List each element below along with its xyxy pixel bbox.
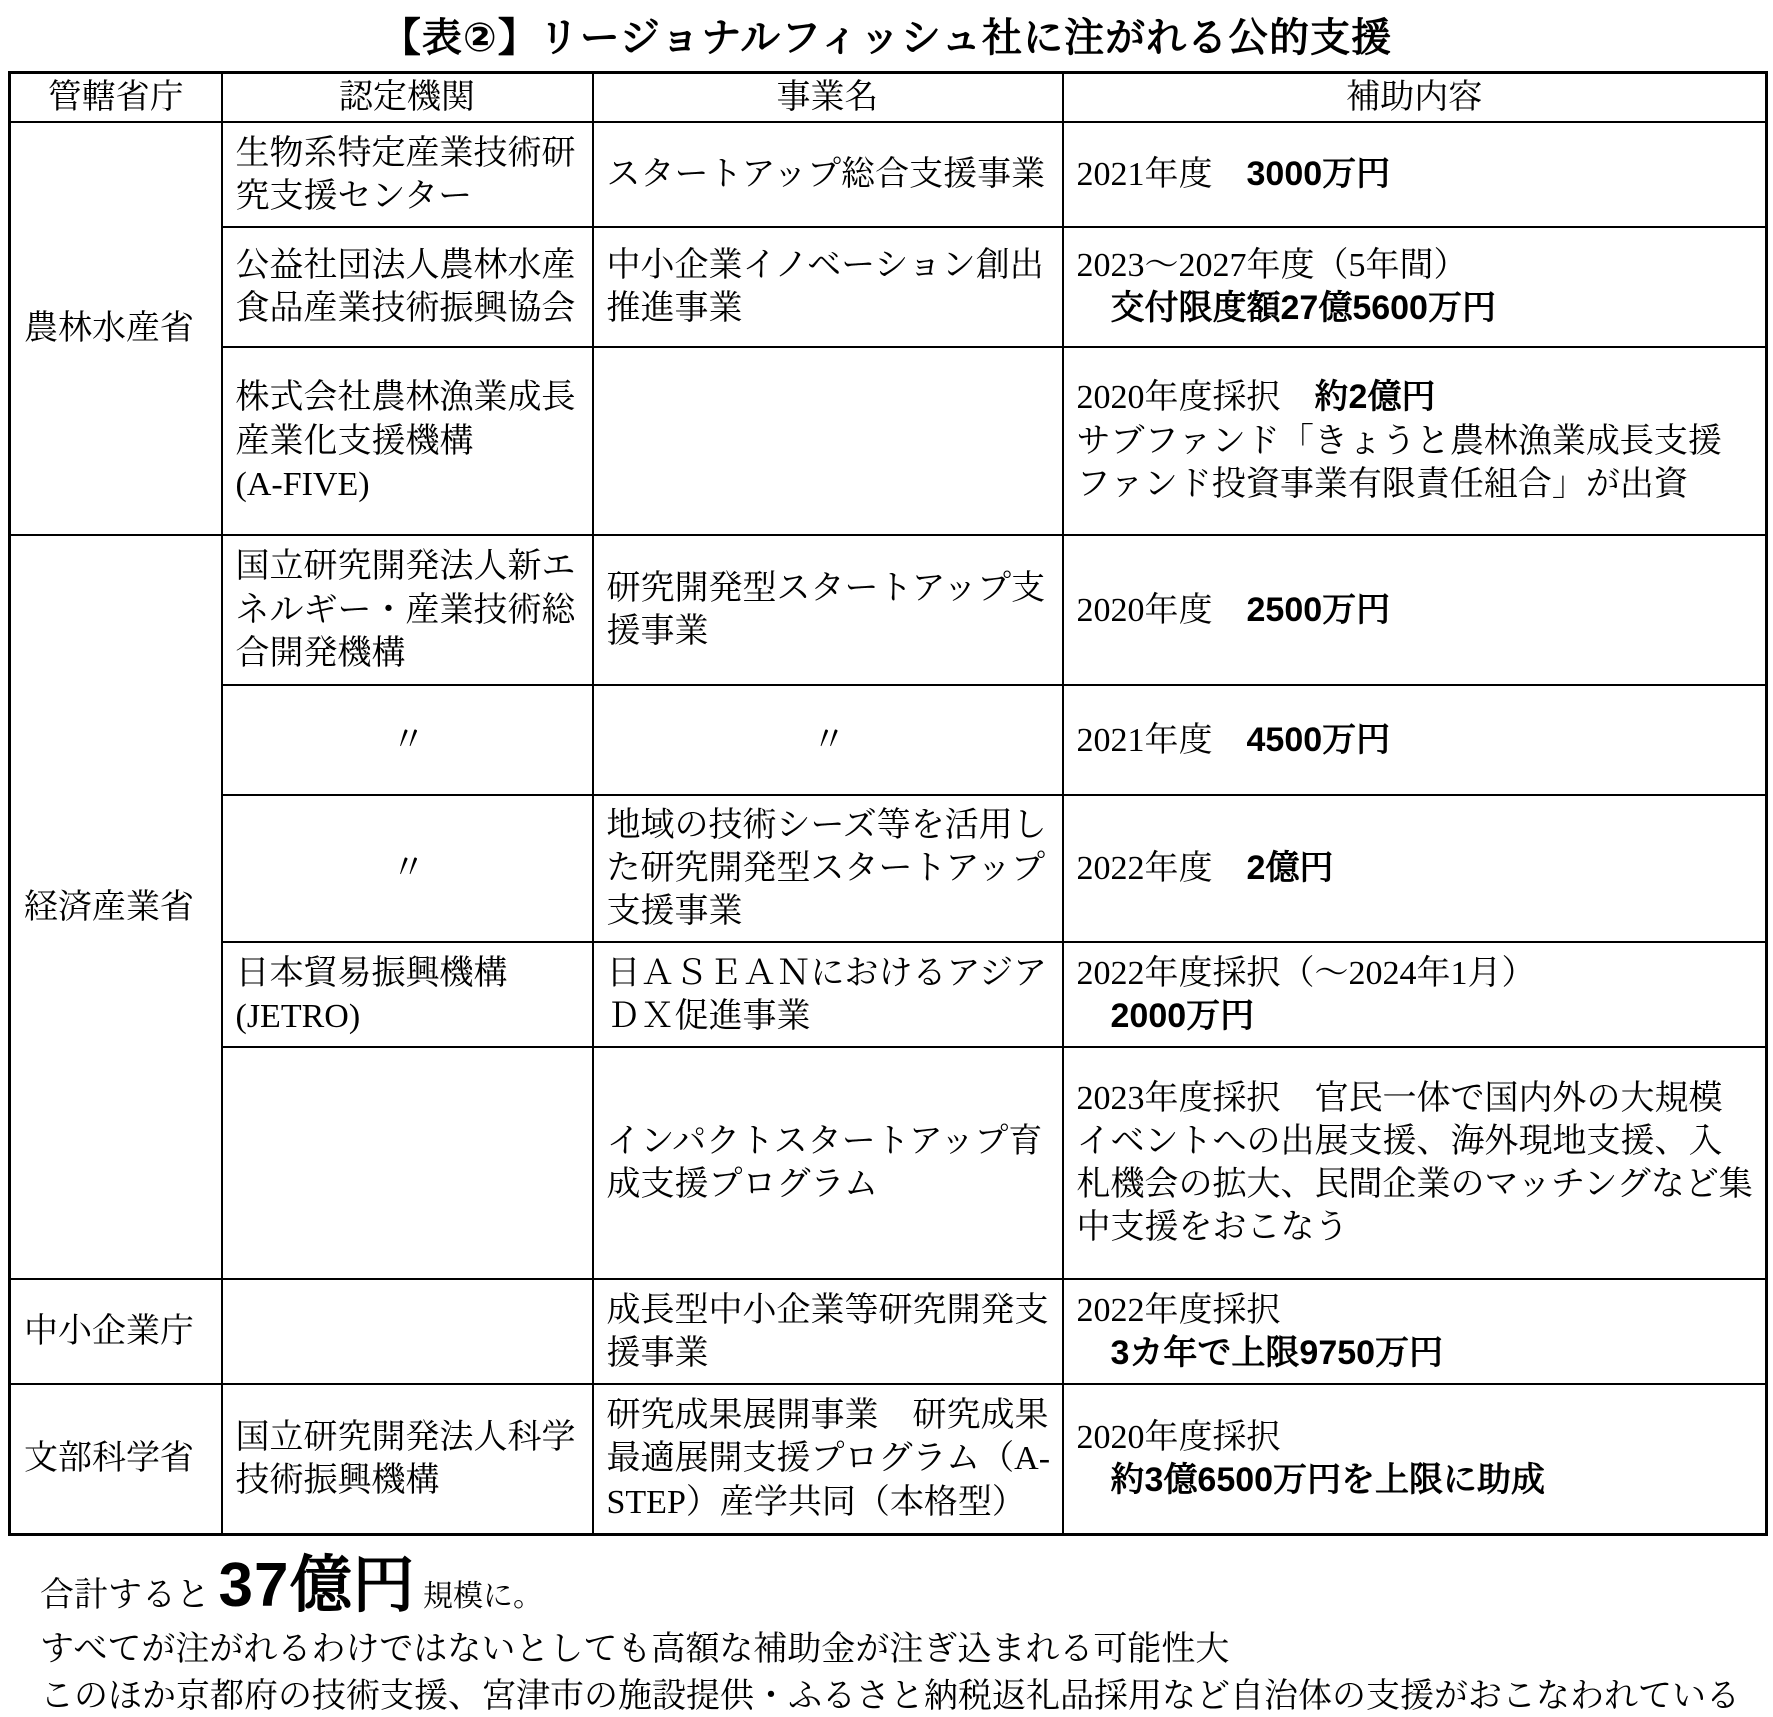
header-agency: 認定機関: [222, 73, 593, 123]
subsidy-cell: 2020年度採択 約2億円 サブファンド「きょうと農林漁業成長支援ファンド投資事業有限責任組合」が出資: [1063, 347, 1767, 535]
project-cell: [593, 347, 1063, 535]
agency-cell: [222, 1279, 593, 1384]
subsidy-cell: 2021年度 4500万円: [1063, 685, 1767, 795]
agency-cell: 株式会社農林漁業成長産業化支援機構 (A-FIVE): [222, 347, 593, 535]
support-table: [8, 71, 1768, 1536]
ministry-cell: 文部科学省: [10, 1384, 222, 1534]
table-header-row: [10, 73, 1767, 123]
ministry-cell: 経済産業省: [10, 535, 222, 1279]
project-cell: 研究成果展開事業 研究成果最適展開支援プログラム（A-STEP）産学共同（本格型）: [593, 1384, 1063, 1534]
table-row: [10, 1384, 1767, 1534]
agency-cell: 国立研究開発法人科学技術振興機構: [222, 1384, 593, 1534]
total-prefix: 合計すると: [40, 1576, 219, 1614]
table-row: [10, 535, 1767, 685]
ministry-cell: 農林水産省: [10, 122, 222, 535]
project-cell: スタートアップ総合支援事業: [593, 122, 1063, 227]
table-row: [10, 227, 1767, 347]
subsidy-cell: 2022年度採択 3カ年で上限9750万円: [1063, 1279, 1767, 1384]
agency-cell: 日本貿易振興機構 (JETRO): [222, 942, 593, 1047]
page-title: 【表②】リージョナルフィッシュ社に注がれる公的支援: [380, 16, 1393, 60]
table-row: [10, 795, 1767, 942]
subsidy-cell: 2022年度採択（〜2024年1月） 2000万円: [1063, 942, 1767, 1047]
subsidy-cell: 2023〜2027年度（5年間） 交付限度額27億5600万円: [1063, 227, 1767, 347]
header-subsidy: 補助内容: [1063, 73, 1767, 123]
subsidy-cell: 2021年度 3000万円: [1063, 122, 1767, 227]
support-table-body: [10, 122, 1767, 1534]
total-line: [40, 1552, 1773, 1620]
project-cell: 成長型中小企業等研究開発支援事業: [593, 1279, 1063, 1384]
agency-cell: 公益社団法人農林水産食品産業技術振興協会: [222, 227, 593, 347]
agency-cell: 生物系特定産業技術研究支援センター: [222, 122, 593, 227]
footer-note-2: このほか京都府の技術支援、宮津市の施設提供・ふるさと納税返礼品採用など自治体の支援がおこなわれている: [40, 1677, 1740, 1715]
agency-cell: 〃: [222, 795, 593, 942]
project-cell: 地域の技術シーズ等を活用した研究開発型スタートアップ支援事業: [593, 795, 1063, 942]
subsidy-cell: 2020年度 2500万円: [1063, 535, 1767, 685]
project-cell: インパクトスタートアップ育成支援プログラム: [593, 1047, 1063, 1279]
total-amount: 37億円: [218, 1550, 416, 1620]
project-cell: 日ＡＳＥＡＮにおけるアジアＤＸ促進事業: [593, 942, 1063, 1047]
subsidy-cell: 2023年度採択 官民一体で国内外の大規模イベントへの出展支援、海外現地支援、入札機会の拡大、民間企業のマッチングなど集中支援をおこなう: [1063, 1047, 1767, 1279]
project-cell: 〃: [593, 685, 1063, 795]
subsidy-cell: 2020年度採択 約3億6500万円を上限に助成: [1063, 1384, 1767, 1534]
table-row: [10, 1279, 1767, 1384]
table-row: [10, 942, 1767, 1047]
ministry-cell: 中小企業庁: [10, 1279, 222, 1384]
table-row: [10, 347, 1767, 535]
project-cell: 研究開発型スタートアップ支援事業: [593, 535, 1063, 685]
table-row: [10, 685, 1767, 795]
header-project: 事業名: [593, 73, 1063, 123]
agency-cell: 国立研究開発法人新エネルギー・産業技術総合開発機構: [222, 535, 593, 685]
footer: [40, 1552, 1773, 1717]
table-row: [10, 122, 1767, 227]
table-row: [10, 1047, 1767, 1279]
agency-cell: [222, 1047, 593, 1279]
header-ministry: 管轄省庁: [10, 73, 222, 123]
subsidy-cell: 2022年度 2億円: [1063, 795, 1767, 942]
project-cell: 中小企業イノベーション創出推進事業: [593, 227, 1063, 347]
total-suffix: 規模に。: [415, 1579, 543, 1613]
footer-note-1: すべてが注がれるわけではないとしても高額な補助金が注ぎ込まれる可能性大: [40, 1630, 1230, 1668]
agency-cell: 〃: [222, 685, 593, 795]
